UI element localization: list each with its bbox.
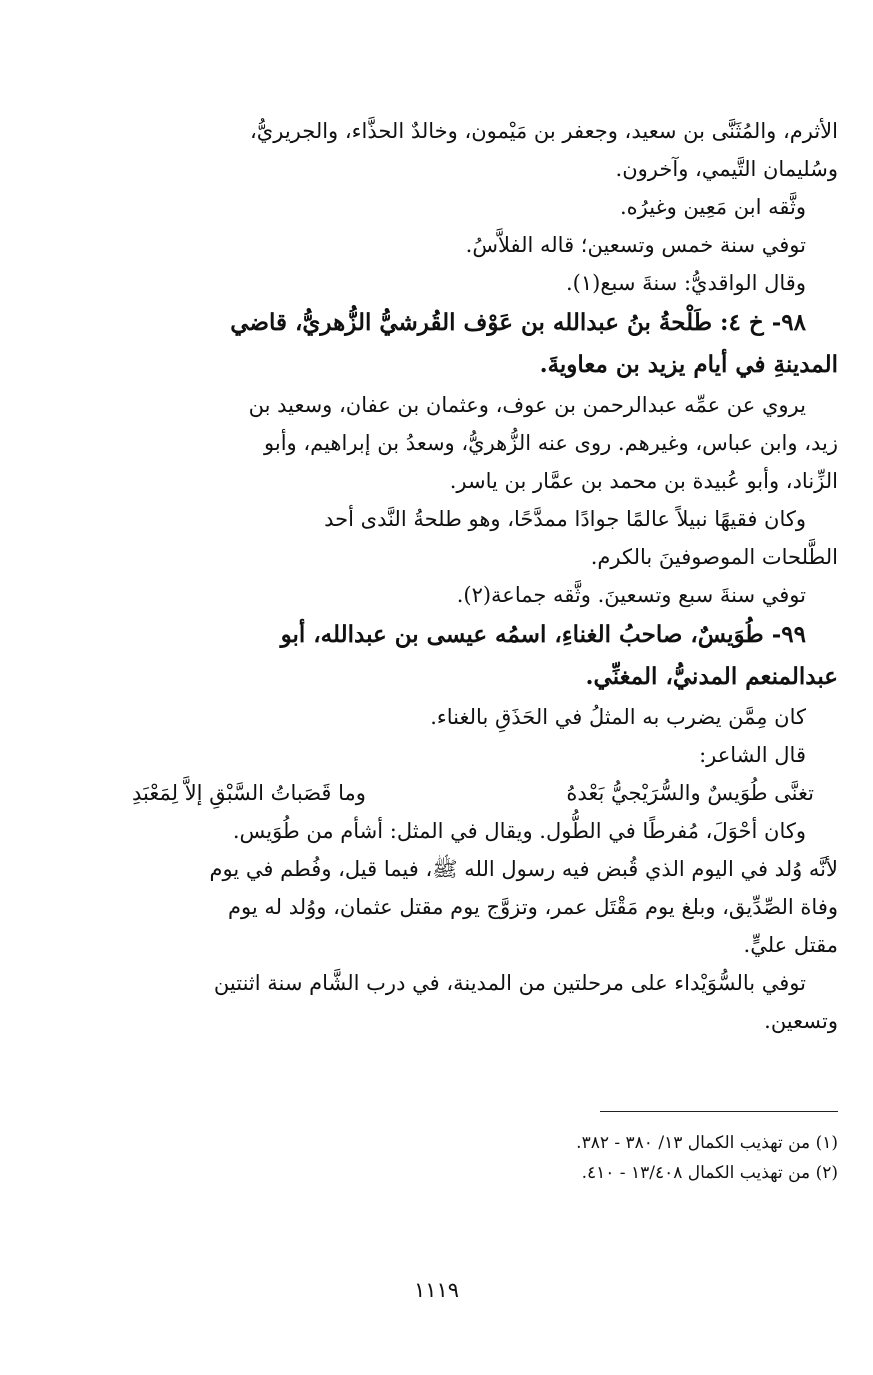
text-line: توفي سنةَ سبع وتسعينَ. وثَّقه جماعة(٢). — [456, 583, 806, 607]
page-number: ١١١٩ — [413, 1278, 460, 1302]
poetry-verse — [118, 774, 838, 812]
entry-98-heading: ٩٨- خ ٤: طَلْحةُ بنُ عبدالله بن عَوْف القُرشيُّ الزُّهريُّ، قاضي — [230, 309, 806, 336]
entry-99-heading: ٩٩- طُوَيسٌ، صاحبُ الغناءِ، اسمُه عيسى بن عبدالله، أبو — [280, 621, 806, 648]
text-line: مقتل عليٍّ. — [743, 933, 838, 957]
text-line: وقال الواقديُّ: سنةَ سبع(١). — [565, 271, 806, 295]
text-line: قال الشاعر: — [699, 743, 806, 767]
footnote-2: (٢) من تهذيب الكمال ١٣/٤٠٨ - ٤١٠. — [581, 1163, 838, 1183]
verse-first-hemistich: تغنَّى طُوَيسٌ والسُّرَيْجيُّ بَعْدهُ — [566, 781, 814, 805]
text-line: توفي سنة خمس وتسعين؛ قاله الفلاَّسُ. — [465, 233, 806, 257]
text-line: وكان أحْوَلَ، مُفرطًا في الطُّول. ويقال في المثل: أشأم من طُوَيس. — [232, 819, 806, 843]
text-line: توفي بالسُّوَيْداء على مرحلتين من المدينة، في درب الشَّام سنة اثنتين — [213, 971, 806, 995]
main-text — [118, 112, 838, 1040]
footnote-divider — [600, 1111, 838, 1112]
text-line: وتسعين. — [764, 1009, 838, 1033]
text-line: كان مِمَّن يضرب به المثلُ في الحَذَقِ بالغناء. — [430, 705, 806, 729]
entry-99-heading: عبدالمنعم المدنيُّ، المغنِّي. — [585, 663, 838, 690]
text-line: الزِّناد، وأبو عُبيدة بن محمد بن عمَّار بن ياسر. — [449, 469, 838, 493]
footnote-1: (١) من تهذيب الكمال ١٣/ ٣٨٠ - ٣٨٢. — [576, 1133, 838, 1153]
text-line: الأثرم، والمُثَنَّى بن سعيد، وجعفر بن مَيْمون، وخالدٌ الحذَّاء، والجريريُّ، — [250, 119, 838, 143]
text-line: الطَّلحات الموصوفينَ بالكرم. — [590, 545, 838, 569]
text-line: وكان فقيهًا نبيلاً عالمًا جوادًا ممدَّحًا، وهو طلحةُ النَّدى أحد — [324, 507, 806, 531]
entry-98-heading: المدينةِ في أيام يزيد بن معاويةَ. — [539, 351, 838, 378]
text-line: يروي عن عمِّه عبدالرحمن بن عوف، وعثمان بن عفان، وسعيد بن — [248, 393, 806, 417]
verse-second-hemistich: وما قَصَباتُ السَّبْقِ إلاَّ لِمَعْبَدِ — [132, 781, 366, 805]
text-line: لأنَّه وُلد في اليوم الذي قُبض فيه رسول الله ﷺ، فيما قيل، وفُطم في يوم — [209, 857, 838, 881]
text-line: وفاة الصِّدِّيق، وبلغ يوم مَقْتَل عمر، وتزوَّج يوم مقتل عثمان، ووُلد له يوم — [228, 895, 838, 919]
text-line: وثَّقه ابن مَعِين وغيرُه. — [620, 195, 806, 219]
footnotes — [300, 1128, 838, 1188]
text-line: وسُليمان التَّيمي، وآخرون. — [615, 157, 838, 181]
text-line: زيد، وابن عباس، وغيرهم. روى عنه الزُّهريُّ، وسعدُ بن إبراهيم، وأبو — [264, 431, 838, 455]
